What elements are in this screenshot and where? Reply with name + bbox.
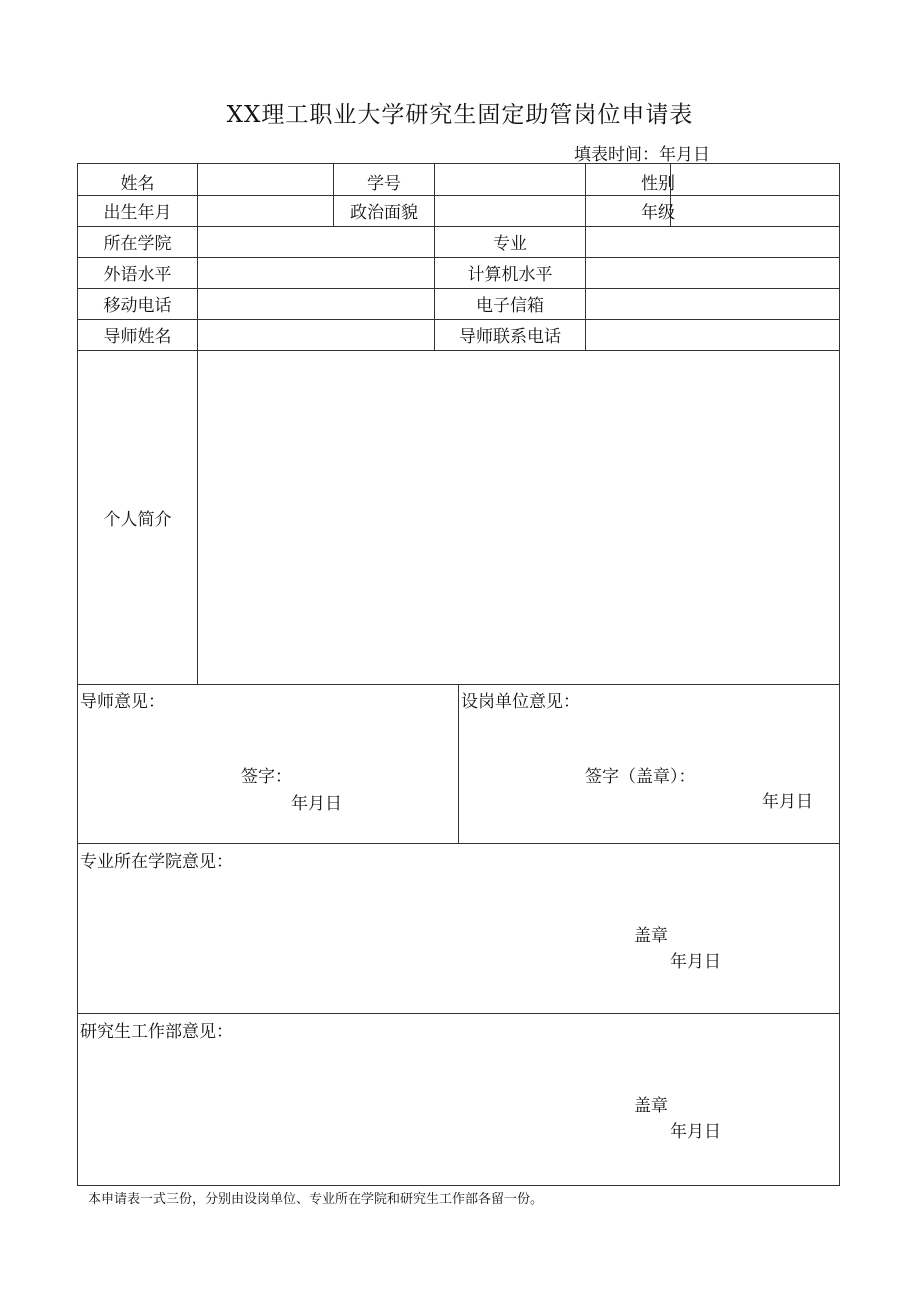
birth-field[interactable] [198, 195, 333, 226]
advisor-name-field[interactable] [198, 319, 434, 350]
major-field[interactable] [586, 226, 839, 257]
college-opinion-title: 专业所在学院意见： [80, 852, 233, 872]
college-seal-label: 盖章 [634, 926, 668, 946]
grad-dept-date-label: 年月日 [670, 1122, 721, 1142]
col-line [458, 684, 459, 843]
row-line [78, 1013, 839, 1014]
label-major: 专业 [493, 234, 527, 254]
computer-level-field[interactable] [586, 257, 839, 288]
label-foreign-language: 外语水平 [103, 265, 172, 285]
college-date-label: 年月日 [670, 952, 721, 972]
gender-field[interactable] [671, 164, 839, 195]
grad-dept-seal-label: 盖章 [634, 1096, 668, 1116]
label-student-id: 学号 [367, 174, 401, 194]
label-college: 所在学院 [103, 234, 172, 254]
advisor-signature-label: 签字： [241, 767, 292, 787]
advisor-opinion-title: 导师意见： [80, 692, 165, 712]
label-grade: 年级 [641, 203, 675, 223]
unit-date-label: 年月日 [762, 792, 813, 812]
label-advisor-name: 导师姓名 [103, 327, 172, 347]
fill-time-label: 填表时间：年月日 [574, 145, 710, 165]
unit-signature-label: 签字（盖章）： [585, 767, 696, 787]
foreign-language-field[interactable] [198, 257, 434, 288]
label-gender: 性别 [641, 174, 675, 194]
label-birth: 出生年月 [103, 203, 172, 223]
label-computer-level: 计算机水平 [467, 265, 553, 285]
name-field[interactable] [198, 164, 333, 195]
political-field[interactable] [435, 195, 585, 226]
advisor-date-label: 年月日 [291, 794, 342, 814]
label-name: 姓名 [120, 174, 155, 194]
unit-opinion-title: 设岗单位意见： [461, 692, 580, 712]
college-field[interactable] [198, 226, 434, 257]
grad-dept-opinion-title: 研究生工作部意见： [80, 1022, 233, 1042]
personal-intro-field[interactable] [198, 350, 839, 684]
email-field[interactable] [586, 288, 839, 319]
grade-field[interactable] [671, 195, 839, 226]
footnote: 本申请表一式三份，分别由设岗单位、专业所在学院和研究生工作部各留一份。 [88, 1192, 544, 1207]
row-line [78, 843, 839, 844]
label-email: 电子信箱 [476, 296, 544, 316]
mobile-field[interactable] [198, 288, 434, 319]
form-title: XX理工职业大学研究生固定助管岗位申请表 [226, 102, 694, 128]
label-personal-intro: 个人简介 [103, 509, 172, 530]
student-id-field[interactable] [435, 164, 585, 195]
label-mobile: 移动电话 [103, 296, 172, 316]
application-form-table [77, 163, 840, 1186]
label-advisor-phone: 导师联系电话 [459, 327, 561, 347]
advisor-phone-field[interactable] [586, 319, 839, 350]
label-political: 政治面貌 [350, 203, 418, 223]
